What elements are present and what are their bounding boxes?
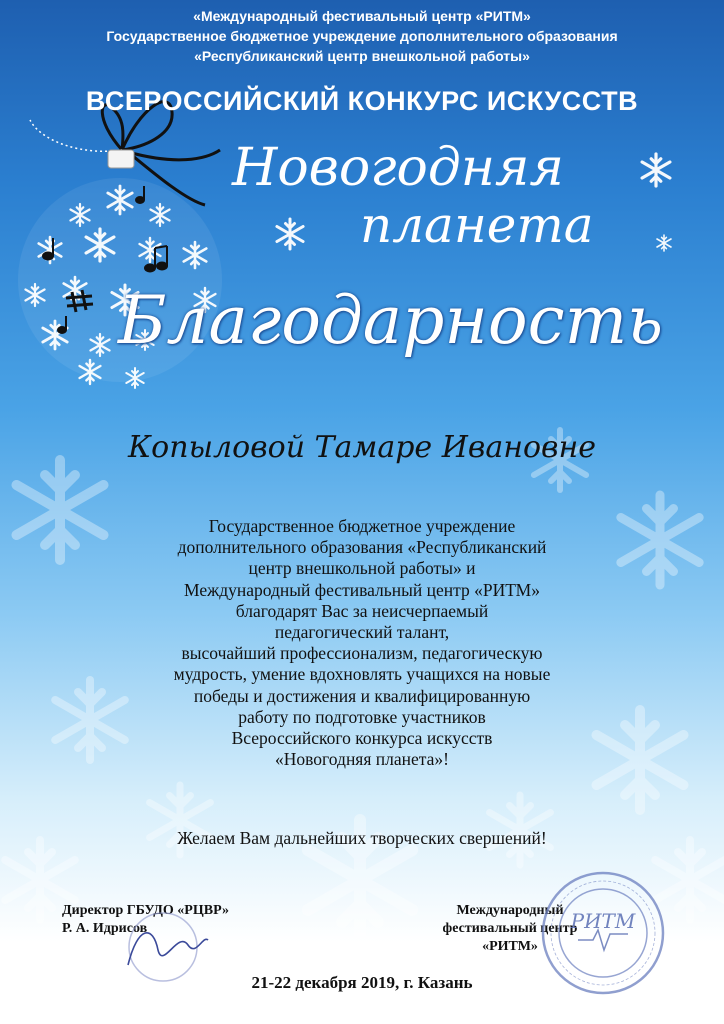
body-line: высочайший профессионализм, педагогическую — [181, 643, 543, 664]
body-line: «Новогодняя планета»! — [275, 749, 449, 770]
event-name-line-1: Новогодняя — [232, 138, 564, 198]
body-line: работу по подготовке участников — [238, 706, 486, 727]
signatory-right-line-2: фестивальный центр — [442, 921, 578, 936]
header-org-line-1: «Международный фестивальный центр «РИТМ» — [193, 8, 531, 24]
signatory-right-line-1: Международный — [456, 903, 564, 918]
body-line: победы и достижения и квалифицированную — [193, 685, 531, 706]
body-line: Международный фестивальный центр «РИТМ» — [184, 579, 540, 600]
header-org-line-3: «Республиканский центр внешкольной работы» — [194, 48, 530, 64]
body-line: Всероссийского конкурса искусств — [231, 728, 493, 749]
body-line: дополнительного образования «Республиканский — [177, 537, 547, 558]
body-line: Государственное бюджетное учреждение — [208, 516, 516, 536]
date-place: 21-22 декабря 2019, г. Казань — [251, 973, 473, 992]
contest-title: ВСЕРОССИЙСКИЙ КОНКУРС ИСКУССТВ — [85, 86, 639, 116]
body-line: благодарят Вас за неисчерпаемый — [235, 600, 489, 621]
body-line: мудрость, умение вдохновлять учащихся на новые — [173, 664, 551, 685]
signatory-left-title: Директор ГБУДО «РЦВР» — [62, 903, 229, 918]
ornament-cap — [108, 150, 134, 168]
signatory-left-name: Р. А. Идрисов — [62, 921, 148, 936]
signatory-right-line-3: «РИТМ» — [482, 939, 538, 954]
body-line: центр внешкольной работы» и — [248, 558, 476, 579]
header-org-line-2: Государственное бюджетное учреждение дополнительного образования — [106, 28, 618, 44]
event-name-line-2: планета — [360, 196, 594, 254]
recipient-name: Копыловой Тамаре Ивановне — [127, 430, 597, 465]
body-line: педагогический талант, — [274, 622, 450, 643]
document-title: Благодарность — [118, 282, 664, 359]
wish-text: Желаем Вам дальнейших творческих свершений! — [177, 828, 547, 848]
svg-text:РИТМ: РИТМ — [570, 909, 636, 933]
body-text — [100, 516, 624, 770]
